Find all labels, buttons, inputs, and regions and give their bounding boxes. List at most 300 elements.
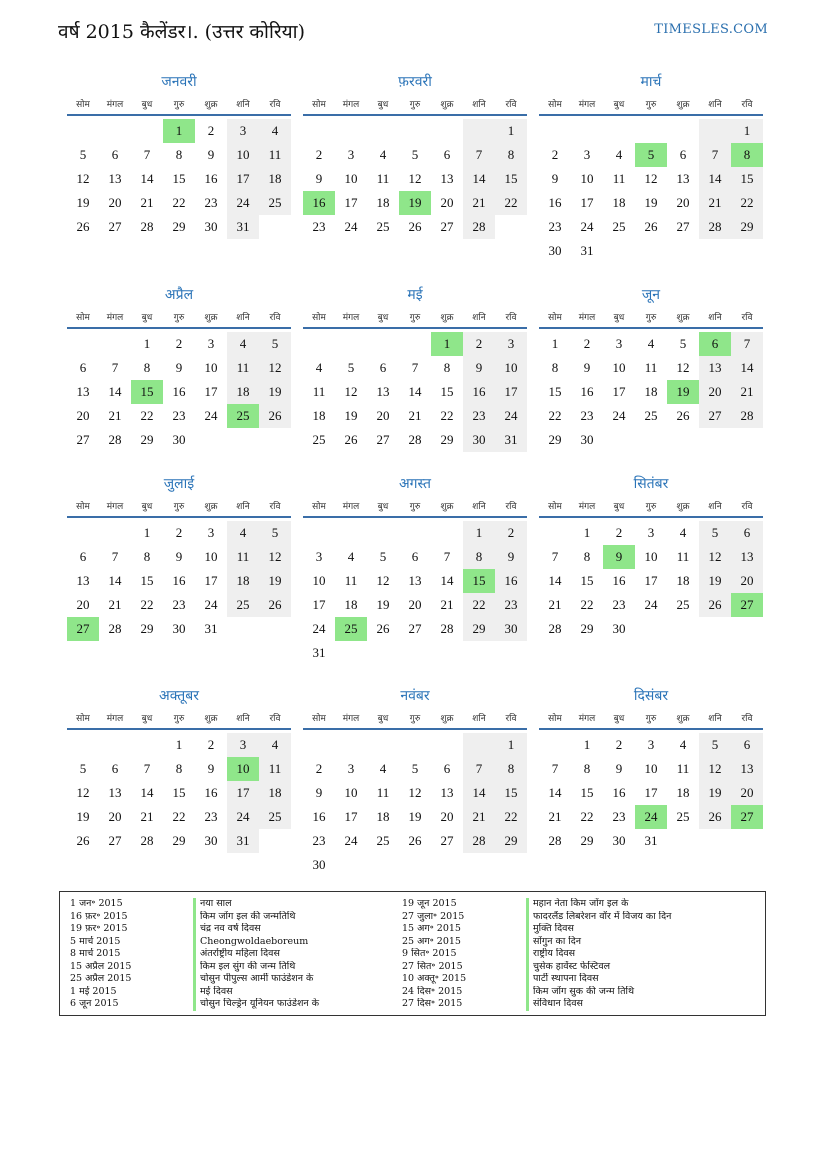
empty-cell — [335, 332, 367, 356]
day-cell: 4 — [347, 549, 355, 564]
day-cell: 19 — [408, 809, 422, 824]
empty-cell — [571, 119, 603, 143]
day-cell: 18 — [376, 809, 390, 824]
day-cell: 1 — [175, 737, 183, 752]
day-cell: 23 — [495, 593, 527, 617]
day-cell: 24 — [344, 833, 358, 848]
site-brand-link[interactable]: TIMESLES.COM — [654, 22, 768, 37]
weekday-label: रवि — [505, 502, 517, 512]
day-cell: 21 — [140, 809, 154, 824]
day-cell: 4 — [315, 360, 323, 375]
empty-cell — [635, 119, 667, 143]
month-name: दिसंबर — [633, 688, 669, 704]
day-cell: 15 — [140, 573, 154, 588]
day-cell: 30 — [312, 857, 326, 872]
holiday-name: चुसेक हार्वेस्ट फेस्टिवल — [533, 960, 611, 972]
weekday-label: बुध — [377, 714, 389, 724]
day-cell: 7 — [143, 147, 151, 162]
month-block — [67, 72, 291, 239]
weekday-label: शुक्र — [676, 313, 690, 323]
holiday-day-cell: 27 — [731, 805, 763, 829]
day-cell: 20 — [699, 380, 731, 404]
day-cell: 12 — [408, 171, 422, 186]
day-cell: 5 — [79, 761, 87, 776]
day-cell: 12 — [259, 356, 291, 380]
day-cell: 10 — [344, 171, 358, 186]
day-cell: 10 — [495, 356, 527, 380]
holiday-date: 27 जुला॰ 2015 — [402, 910, 465, 922]
weekday-label: सोम — [548, 502, 562, 512]
empty-cell — [335, 733, 367, 757]
day-cell: 29 — [548, 432, 562, 447]
day-cell: 12 — [344, 384, 358, 399]
day-cell: 30 — [172, 621, 186, 636]
day-cell: 16 — [612, 785, 626, 800]
weekday-label: मंगल — [342, 502, 360, 512]
weekday-label: रवि — [505, 313, 517, 323]
day-cell: 26 — [344, 432, 358, 447]
day-cell: 3 — [615, 336, 623, 351]
day-cell: 11 — [259, 757, 291, 781]
holiday-date: 16 फ़र॰ 2015 — [70, 910, 128, 922]
day-cell: 23 — [548, 219, 562, 234]
weekday-label: सोम — [76, 714, 90, 724]
day-cell: 17 — [644, 573, 658, 588]
day-cell: 6 — [111, 147, 119, 162]
weekday-label: शनि — [236, 502, 250, 512]
day-cell: 27 — [108, 833, 122, 848]
holiday-day-cell: 6 — [699, 332, 731, 356]
day-cell: 29 — [731, 215, 763, 239]
day-cell: 2 — [315, 147, 323, 162]
empty-cell — [335, 521, 367, 545]
holiday-day-cell: 19 — [399, 191, 431, 215]
day-cell: 12 — [699, 545, 731, 569]
day-cell: 1 — [463, 521, 495, 545]
day-cell: 12 — [376, 573, 390, 588]
holiday-date: 25 अग॰ 2015 — [402, 935, 461, 947]
weekday-header — [539, 309, 763, 329]
day-cell: 22 — [172, 195, 186, 210]
day-cell: 13 — [699, 356, 731, 380]
day-cell: 9 — [207, 761, 215, 776]
month-name: मार्च — [640, 74, 662, 90]
day-cell: 18 — [259, 167, 291, 191]
day-cell: 12 — [76, 785, 90, 800]
weekday-label: गुरु — [645, 714, 657, 724]
day-cell: 15 — [172, 171, 186, 186]
weekday-label: मंगल — [342, 313, 360, 323]
day-cell: 16 — [172, 384, 186, 399]
weekday-header — [303, 96, 527, 116]
day-cell: 28 — [731, 404, 763, 428]
day-cell: 27 — [408, 621, 422, 636]
weekday-label: मंगल — [578, 502, 596, 512]
holiday-name: किम जोंग सुक की जन्म तिथि — [533, 985, 635, 997]
empty-cell — [539, 733, 571, 757]
day-cell: 27 — [699, 404, 731, 428]
empty-cell — [667, 119, 699, 143]
weekday-label: शनि — [708, 313, 722, 323]
day-cell: 8 — [583, 761, 591, 776]
day-cell: 21 — [408, 408, 422, 423]
weekday-label: सोम — [548, 313, 562, 323]
day-cell: 2 — [315, 761, 323, 776]
weekday-label: मंगल — [342, 714, 360, 724]
day-cell: 10 — [227, 143, 259, 167]
day-cell: 31 — [312, 645, 326, 660]
empty-cell — [399, 332, 431, 356]
day-cell: 28 — [108, 621, 122, 636]
empty-cell — [367, 733, 399, 757]
day-cell: 21 — [731, 380, 763, 404]
weekday-label: रवि — [505, 100, 517, 110]
day-cell: 17 — [344, 809, 358, 824]
day-cell: 24 — [495, 404, 527, 428]
holiday-date: 6 जून 2015 — [70, 998, 119, 1009]
day-cell: 15 — [731, 167, 763, 191]
day-cell: 23 — [172, 597, 186, 612]
day-cell: 28 — [140, 833, 154, 848]
day-cell: 28 — [463, 829, 495, 853]
day-cell: 18 — [259, 781, 291, 805]
day-cell: 26 — [76, 219, 90, 234]
day-cell: 28 — [140, 219, 154, 234]
day-cell: 13 — [76, 573, 90, 588]
day-cell: 31 — [227, 829, 259, 853]
day-cell: 23 — [172, 408, 186, 423]
day-cell: 3 — [347, 147, 355, 162]
day-cell: 24 — [644, 597, 658, 612]
day-cell: 2 — [175, 525, 183, 540]
day-cell: 26 — [259, 593, 291, 617]
day-cell: 26 — [76, 833, 90, 848]
day-cell: 24 — [312, 621, 326, 636]
weekday-label: शुक्र — [440, 100, 454, 110]
holiday-name: चोसुन चिल्ड्रेन यूनियन फाउंडेशन के — [200, 998, 319, 1009]
day-cell: 25 — [376, 219, 390, 234]
day-cell: 3 — [315, 549, 323, 564]
day-cell: 17 — [495, 380, 527, 404]
day-cell: 21 — [463, 191, 495, 215]
day-cell: 1 — [583, 525, 591, 540]
day-grid — [539, 332, 763, 452]
holiday-name: किम इल सुंग की जन्म तिथि — [200, 960, 296, 972]
weekday-label: सोम — [548, 714, 562, 724]
day-cell: 14 — [731, 356, 763, 380]
day-cell: 9 — [583, 360, 591, 375]
day-cell: 13 — [440, 171, 454, 186]
day-cell: 19 — [344, 408, 358, 423]
day-cell: 11 — [344, 573, 358, 588]
day-cell: 24 — [227, 191, 259, 215]
day-cell: 18 — [676, 573, 690, 588]
day-cell: 10 — [644, 761, 658, 776]
holiday-day-cell: 15 — [131, 380, 163, 404]
holiday-date: 5 मार्च 2015 — [70, 935, 121, 947]
day-cell: 21 — [108, 408, 122, 423]
holiday-date: 15 अप्रैल 2015 — [70, 960, 132, 972]
day-cell: 20 — [731, 569, 763, 593]
day-cell: 19 — [259, 380, 291, 404]
day-cell: 20 — [408, 597, 422, 612]
day-cell: 4 — [379, 761, 387, 776]
holiday-day-cell: 10 — [227, 757, 259, 781]
day-cell: 4 — [647, 336, 655, 351]
day-grid — [67, 332, 291, 452]
day-cell: 3 — [647, 525, 655, 540]
empty-cell — [303, 119, 335, 143]
month-block — [539, 474, 763, 641]
day-cell: 11 — [376, 785, 390, 800]
day-cell: 20 — [731, 781, 763, 805]
day-cell: 1 — [583, 737, 591, 752]
holiday-names-right — [526, 898, 763, 1011]
day-cell: 16 — [463, 380, 495, 404]
day-cell: 1 — [495, 119, 527, 143]
day-cell: 8 — [495, 757, 527, 781]
day-cell: 23 — [580, 408, 594, 423]
day-cell: 9 — [207, 147, 215, 162]
day-cell: 7 — [111, 360, 119, 375]
weekday-label: रवि — [505, 714, 517, 724]
holiday-day-cell: 25 — [227, 404, 259, 428]
holiday-name: मुक्ति दिवस — [533, 923, 574, 934]
holiday-list — [59, 891, 766, 1016]
empty-cell — [335, 119, 367, 143]
day-cell: 16 — [312, 809, 326, 824]
day-cell: 23 — [612, 597, 626, 612]
holiday-date: 1 जन॰ 2015 — [70, 898, 123, 909]
day-cell: 12 — [644, 171, 658, 186]
empty-cell — [303, 332, 335, 356]
holiday-name: राष्ट्रीय दिवस — [533, 948, 576, 959]
day-cell: 6 — [411, 549, 419, 564]
day-cell: 27 — [440, 219, 454, 234]
day-cell: 30 — [580, 432, 594, 447]
day-cell: 6 — [79, 360, 87, 375]
weekday-label: शनि — [236, 100, 250, 110]
day-cell: 27 — [108, 219, 122, 234]
day-cell: 17 — [204, 573, 218, 588]
month-block — [303, 686, 527, 877]
day-cell: 16 — [204, 785, 218, 800]
weekday-header — [303, 710, 527, 730]
holiday-day-cell: 8 — [731, 143, 763, 167]
day-cell: 13 — [676, 171, 690, 186]
day-grid — [539, 119, 763, 263]
day-cell: 16 — [204, 171, 218, 186]
day-cell: 18 — [227, 569, 259, 593]
weekday-label: मंगल — [106, 714, 124, 724]
day-cell: 18 — [344, 597, 358, 612]
day-cell: 31 — [204, 621, 218, 636]
holiday-date: 8 मार्च 2015 — [70, 948, 121, 959]
day-cell: 8 — [175, 761, 183, 776]
day-cell: 17 — [580, 195, 594, 210]
weekday-label: शनि — [708, 502, 722, 512]
month-block — [303, 474, 527, 665]
empty-cell — [367, 521, 399, 545]
day-cell: 27 — [376, 432, 390, 447]
day-cell: 16 — [495, 569, 527, 593]
day-cell: 12 — [676, 360, 690, 375]
day-cell: 5 — [411, 147, 419, 162]
day-cell: 17 — [344, 195, 358, 210]
day-cell: 26 — [676, 408, 690, 423]
day-cell: 11 — [676, 761, 690, 776]
day-cell: 20 — [108, 195, 122, 210]
day-cell: 22 — [140, 408, 154, 423]
holiday-date: 24 दिस॰ 2015 — [402, 985, 463, 997]
day-cell: 14 — [548, 785, 562, 800]
weekday-label: शनि — [708, 714, 722, 724]
day-cell: 21 — [140, 195, 154, 210]
month-name: अगस्त — [398, 476, 431, 492]
day-cell: 30 — [172, 432, 186, 447]
day-cell: 2 — [615, 737, 623, 752]
day-cell: 26 — [408, 219, 422, 234]
day-cell: 27 — [440, 833, 454, 848]
empty-cell — [431, 119, 463, 143]
weekday-label: गुरु — [173, 502, 185, 512]
day-grid — [67, 733, 291, 853]
weekday-label: शुक्र — [204, 714, 218, 724]
holiday-name: मई दिवस — [200, 985, 233, 997]
holiday-name: नया साल — [200, 898, 232, 909]
day-cell: 20 — [376, 408, 390, 423]
weekday-label: शुक्र — [440, 313, 454, 323]
day-cell: 29 — [172, 833, 186, 848]
day-cell: 13 — [440, 785, 454, 800]
day-cell: 18 — [612, 195, 626, 210]
day-cell: 12 — [699, 757, 731, 781]
day-cell: 28 — [440, 621, 454, 636]
holiday-date: 27 सित॰ 2015 — [402, 960, 463, 972]
day-cell: 26 — [699, 805, 731, 829]
day-cell: 19 — [699, 781, 731, 805]
day-cell: 5 — [259, 521, 291, 545]
empty-cell — [399, 119, 431, 143]
weekday-header — [303, 498, 527, 518]
day-cell: 1 — [731, 119, 763, 143]
month-name: सितंबर — [633, 476, 669, 492]
day-cell: 6 — [379, 360, 387, 375]
day-grid — [303, 521, 527, 665]
day-cell: 10 — [644, 549, 658, 564]
weekday-label: गुरु — [409, 502, 421, 512]
day-cell: 2 — [615, 525, 623, 540]
day-cell: 19 — [644, 195, 658, 210]
weekday-label: शनि — [472, 313, 486, 323]
day-cell: 2 — [463, 332, 495, 356]
holiday-name: सोंगुन का दिन — [533, 935, 582, 947]
month-name: जुलाई — [163, 476, 195, 492]
day-cell: 15 — [440, 384, 454, 399]
weekday-header — [67, 710, 291, 730]
holiday-dates-left — [70, 898, 190, 1011]
weekday-label: मंगल — [342, 100, 360, 110]
month-block — [67, 285, 291, 452]
holiday-date: 10 अक्तू॰ 2015 — [402, 973, 467, 984]
month-name: अप्रैल — [164, 287, 194, 303]
day-cell: 28 — [463, 215, 495, 239]
weekday-label: मंगल — [106, 100, 124, 110]
day-cell: 14 — [140, 171, 154, 186]
day-cell: 24 — [227, 805, 259, 829]
month-block — [303, 72, 527, 239]
day-cell: 1 — [495, 733, 527, 757]
weekday-label: सोम — [76, 502, 90, 512]
month-block — [303, 285, 527, 452]
day-cell: 7 — [411, 360, 419, 375]
weekday-label: बुध — [613, 100, 625, 110]
day-cell: 19 — [76, 809, 90, 824]
month-block — [539, 285, 763, 452]
page-title: वर्ष 2015 कैलेंडर।. (उत्तर कोरिया) — [58, 21, 305, 43]
month-name: फ़रवरी — [398, 74, 432, 90]
day-cell: 24 — [580, 219, 594, 234]
day-cell: 20 — [676, 195, 690, 210]
weekday-label: सोम — [312, 502, 326, 512]
day-cell: 12 — [76, 171, 90, 186]
day-cell: 4 — [379, 147, 387, 162]
weekday-header — [539, 710, 763, 730]
day-cell: 1 — [551, 336, 559, 351]
day-cell: 3 — [647, 737, 655, 752]
day-cell: 28 — [408, 432, 422, 447]
empty-cell — [67, 332, 99, 356]
day-cell: 21 — [699, 191, 731, 215]
day-cell: 20 — [440, 195, 454, 210]
day-cell: 20 — [76, 597, 90, 612]
day-cell: 14 — [408, 384, 422, 399]
weekday-label: बुध — [141, 502, 153, 512]
day-cell: 9 — [175, 549, 183, 564]
empty-cell — [431, 521, 463, 545]
day-cell: 22 — [580, 809, 594, 824]
holiday-day-cell: 9 — [603, 545, 635, 569]
day-cell: 5 — [379, 549, 387, 564]
empty-cell — [131, 119, 163, 143]
day-cell: 21 — [108, 597, 122, 612]
day-cell: 3 — [495, 332, 527, 356]
weekday-label: मंगल — [106, 313, 124, 323]
month-name: जनवरी — [161, 74, 197, 90]
day-cell: 7 — [111, 549, 119, 564]
day-cell: 4 — [259, 119, 291, 143]
day-cell: 21 — [463, 805, 495, 829]
weekday-label: रवि — [741, 100, 753, 110]
month-name: अक्तूबर — [159, 688, 199, 704]
day-cell: 26 — [408, 833, 422, 848]
weekday-label: बुध — [377, 100, 389, 110]
day-cell: 13 — [408, 573, 422, 588]
day-cell: 7 — [699, 143, 731, 167]
holiday-day-cell: 1 — [163, 119, 195, 143]
day-cell: 30 — [463, 428, 495, 452]
day-cell: 26 — [259, 404, 291, 428]
day-cell: 11 — [376, 171, 390, 186]
day-cell: 2 — [207, 123, 215, 138]
holiday-day-cell: 24 — [635, 805, 667, 829]
month-block — [539, 686, 763, 853]
day-cell: 25 — [259, 805, 291, 829]
day-cell: 24 — [344, 219, 358, 234]
empty-cell — [603, 119, 635, 143]
empty-cell — [67, 733, 99, 757]
day-cell: 5 — [679, 336, 687, 351]
